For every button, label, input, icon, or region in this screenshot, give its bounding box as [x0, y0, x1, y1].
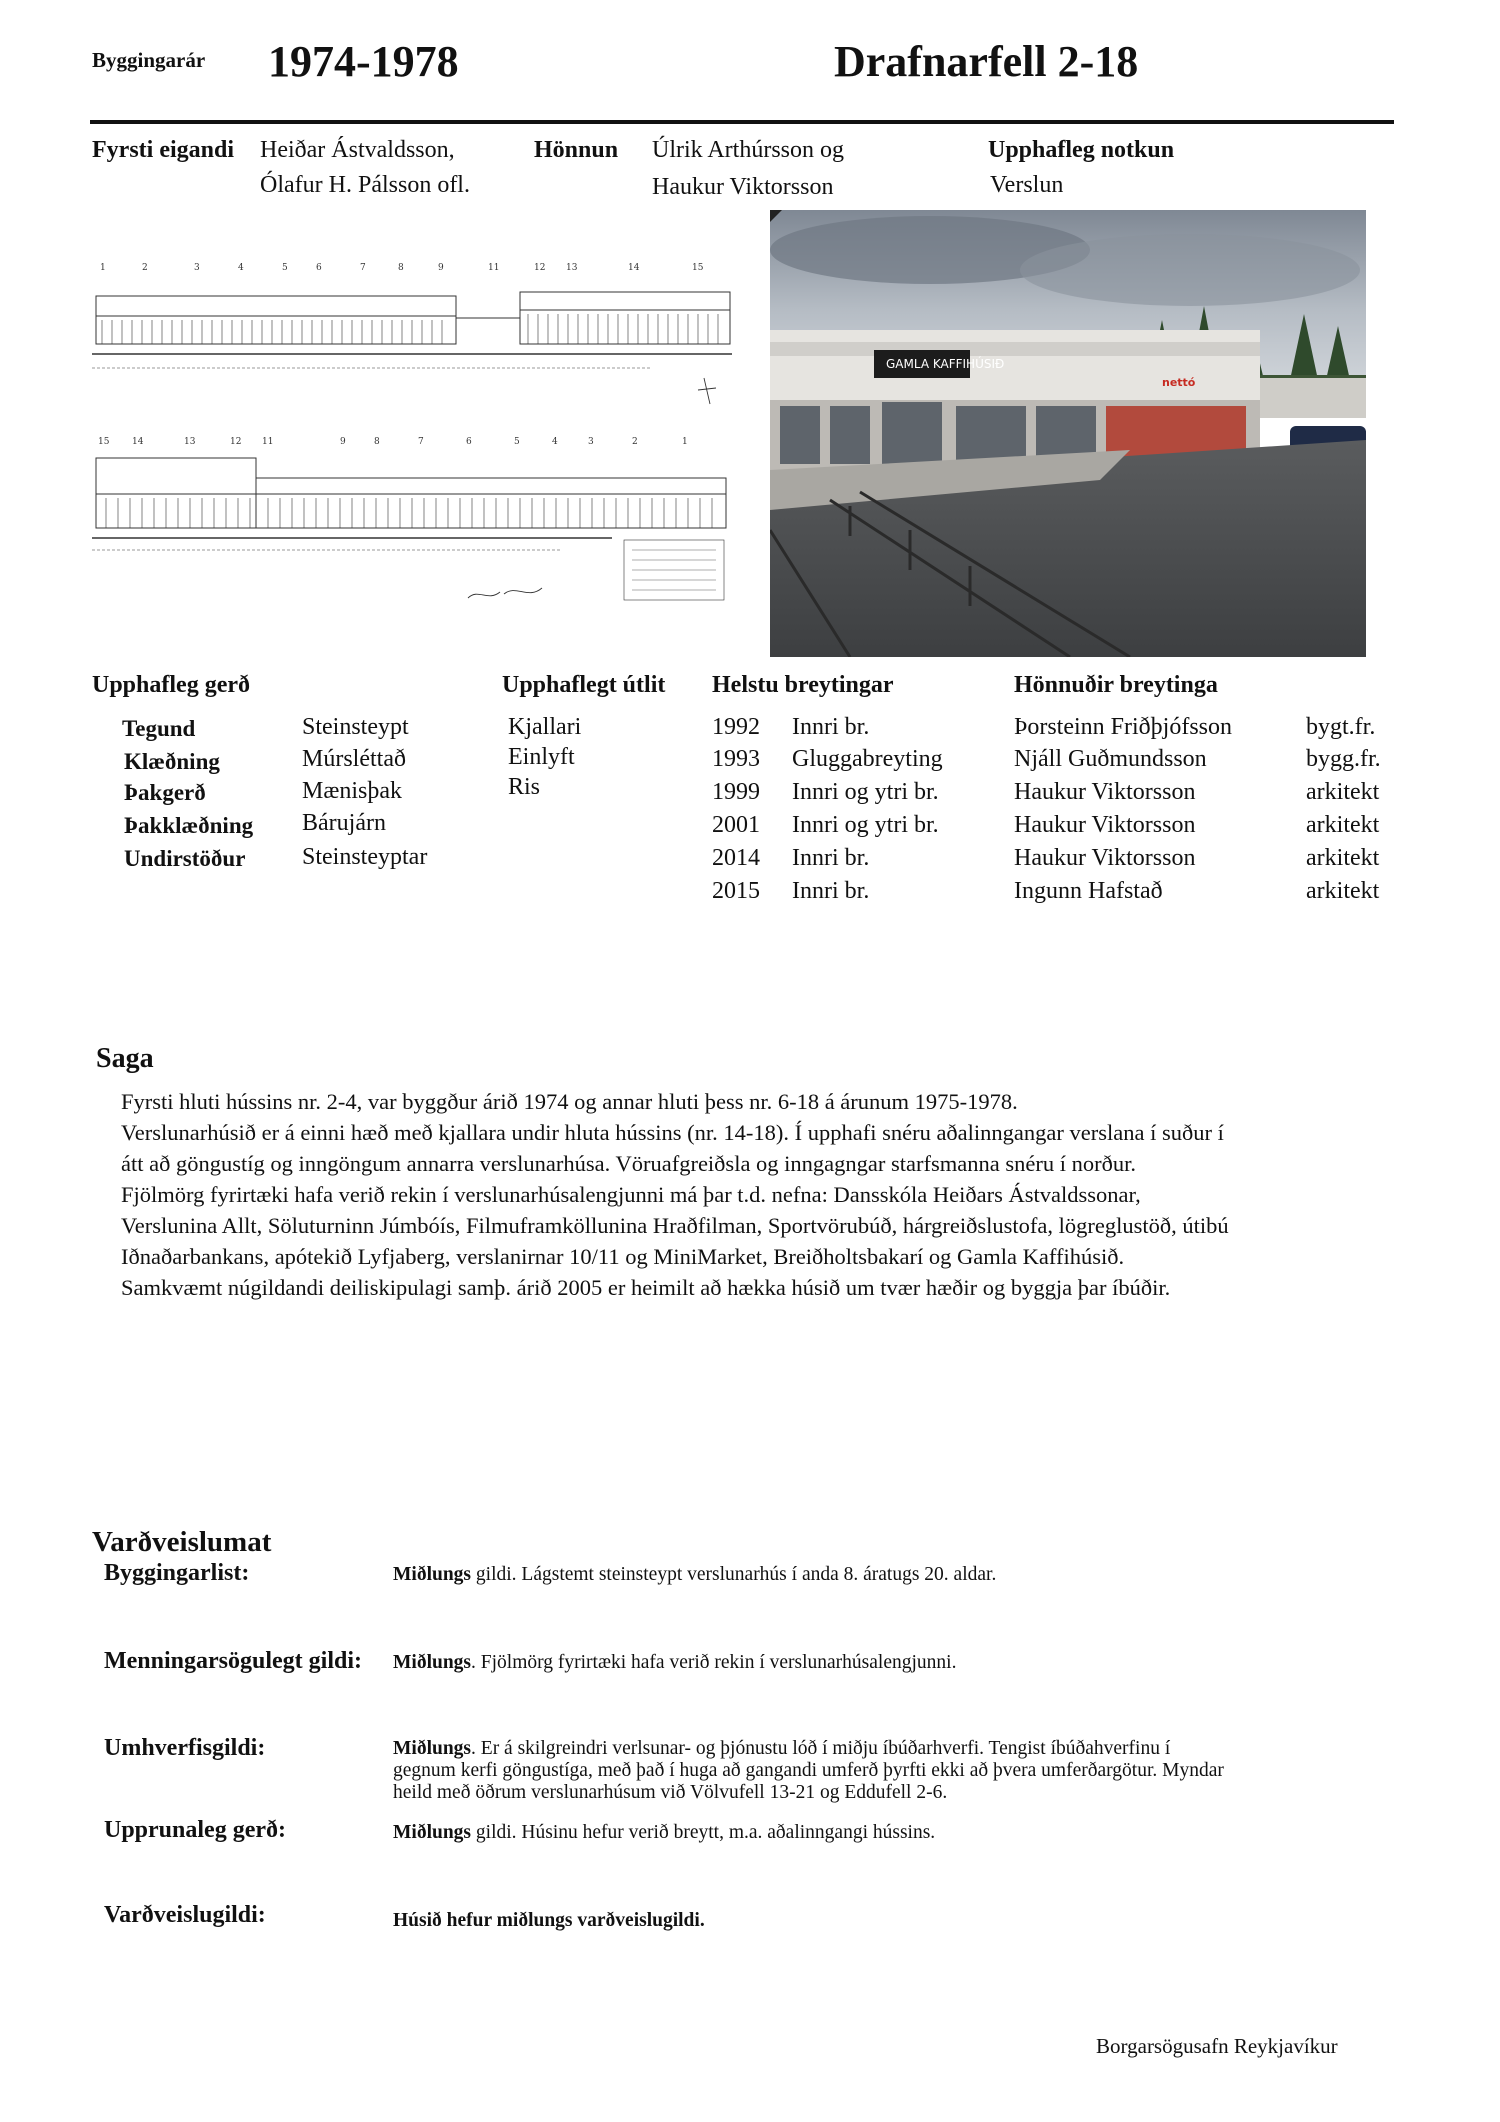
owner-line-2: Ólafur H. Pálsson ofl.: [260, 172, 470, 198]
svg-text:6: 6: [466, 437, 472, 447]
change-year: 2015: [712, 878, 760, 904]
building-photo: [770, 210, 1366, 657]
saga-line: Fyrsti hluti hússins nr. 2-4, var byggður árið 1974 og annar hluti þess nr. 6-18 á árunum 1975-1978.: [121, 1089, 1018, 1114]
eval-bold: Miðlungs: [393, 1738, 472, 1759]
change-year: 1999: [712, 779, 760, 805]
change-title: bygg.fr.: [1306, 746, 1381, 772]
eval-bold: Húsið hefur miðlungs varðveislugildi.: [393, 1910, 705, 1931]
eval-label-original: Upprunaleg gerð:: [104, 1817, 286, 1843]
saga-line: Iðnaðarbankans, apótekið Lyfjaberg, verslanirnar 10/11 og MiniMarket, Breiðholtsbakarí og Gamla Kaffihúsið.: [121, 1244, 1125, 1269]
change-title: arkitekt: [1306, 779, 1380, 805]
change-desc: Innri br.: [792, 714, 870, 740]
saga-heading: Saga: [96, 1043, 154, 1074]
change-title: arkitekt: [1306, 878, 1380, 904]
svg-text:2: 2: [632, 437, 638, 447]
svg-text:13: 13: [184, 437, 196, 447]
look-item: Kjallari: [508, 714, 582, 740]
svg-text:1: 1: [682, 437, 688, 447]
photo-sign2-text: nettó: [1162, 376, 1196, 389]
footer-source: Borgarsögusafn Reykjavíkur: [1096, 2034, 1338, 2058]
svg-text:9: 9: [340, 437, 346, 447]
change-year: 1993: [712, 746, 760, 772]
svg-text:6: 6: [316, 263, 322, 273]
saga-line: Fjölmörg fyrirtæki hafa verið rekin í verslunarhúsalengjunni má þar t.d. nefna: Dansskóla Heiðars Ástvaldssonar,: [121, 1182, 1141, 1207]
eval-text: . Er á skilgreindri verlsunar- og þjónustu lóð í miðju íbúðarhverfi. Tengist íbúðahverfinu í: [471, 1738, 1171, 1759]
changes-heading: Helstu breytingar: [712, 672, 894, 698]
change-designer: Haukur Viktorsson: [1014, 779, 1196, 805]
change-designer: Þorsteinn Friðþjófsson: [1014, 714, 1233, 740]
change-title: arkitekt: [1306, 812, 1380, 838]
form-key-undirstodur: Undirstöður: [124, 846, 246, 871]
owner-label: Fyrsti eigandi: [92, 137, 234, 163]
svg-text:15: 15: [98, 437, 110, 447]
form-key-tegund: Tegund: [122, 716, 196, 741]
look-item: Einlyft: [508, 744, 575, 770]
change-title: bygt.fr.: [1306, 714, 1376, 740]
eval-label-architecture: Byggingarlist:: [104, 1560, 250, 1586]
design-line-2: Haukur Viktorsson: [652, 174, 834, 200]
change-desc: Innri og ytri br.: [792, 779, 939, 805]
svg-text:3: 3: [194, 263, 200, 273]
eval-text: gegnum kerfi göngustíga, með það í huga að gangandi umferð þyrfti ekki að þvera umferðargötur. Myndar: [393, 1760, 1224, 1781]
svg-text:4: 4: [552, 437, 558, 447]
eval-label-cultural: Menningarsögulegt gildi:: [104, 1648, 363, 1674]
saga-body: [121, 1086, 1401, 1303]
address-title: Drafnarfell 2-18: [834, 37, 1139, 86]
change-desc: Innri br.: [792, 878, 870, 904]
eval-value-original: [393, 1822, 1393, 1844]
svg-text:3: 3: [588, 437, 594, 447]
eval-label-environment: Umhverfisgildi:: [104, 1735, 266, 1761]
year-label: Byggingarár: [92, 48, 206, 72]
svg-text:15: 15: [692, 263, 704, 273]
form-value-thakklaedning: Bárujárn: [302, 810, 386, 836]
form-value-tegund: Steinsteypt: [302, 714, 409, 740]
eval-text: gildi. Húsinu hefur verið breytt, m.a. aðalinngangi hússins.: [471, 1822, 936, 1843]
change-year: 2014: [712, 845, 760, 871]
eval-text: . Fjölmörg fyrirtæki hafa verið rekin í verslunarhúsalengjunni.: [471, 1652, 957, 1673]
svg-text:11: 11: [262, 437, 274, 447]
form-key-thakklaedning: Þakklæðning: [124, 813, 254, 838]
change-year: 2001: [712, 812, 760, 838]
form-value-thakgerd: Mænisþak: [302, 778, 403, 804]
original-form-heading: Upphafleg gerð: [92, 672, 250, 698]
svg-text:5: 5: [514, 437, 520, 447]
saga-line: Samkvæmt núgildandi deiliskipulagi samþ. árið 2005 er heimilt að hækka húsið um tvær hæðir og byggja þar íbúðir.: [121, 1275, 1171, 1300]
facade-drawing: [92, 258, 732, 610]
saga-line: Verslunarhúsið er á einni hæð með kjallara undir hluta hússins (nr. 14-18). Í upphafi snéru aðalinngangar verslana í suður í: [121, 1120, 1224, 1145]
use-value: Verslun: [990, 172, 1064, 198]
svg-text:8: 8: [374, 437, 380, 447]
form-value-klaedning: Múrsléttað: [302, 746, 406, 772]
svg-text:7: 7: [360, 263, 366, 273]
designers-heading: Hönnuðir breytinga: [1014, 672, 1218, 698]
eval-value-preservation: [393, 1910, 1393, 1932]
eval-value-cultural: [393, 1652, 1393, 1674]
change-designer: Njáll Guðmundsson: [1014, 746, 1207, 772]
form-key-thakgerd: Þakgerð: [124, 780, 206, 805]
photo-sign-text: GAMLA KAFFIHÚSIÐ: [886, 357, 1005, 371]
saga-line: átt að göngustíg og inngöngum annarra verslunarhúsa. Vöruafgreiðsla og inngagngar starfsmanna snéru í norður.: [121, 1151, 1136, 1176]
form-value-undirstodur: Steinsteyptar: [302, 844, 428, 870]
svg-text:1: 1: [100, 263, 106, 273]
svg-text:12: 12: [230, 437, 242, 447]
form-key-klaedning: Klæðning: [124, 749, 220, 774]
svg-text:11: 11: [488, 263, 500, 273]
eval-value-architecture: [393, 1564, 1393, 1586]
svg-text:12: 12: [534, 263, 546, 273]
svg-text:4: 4: [238, 263, 244, 273]
original-look-heading: Upphaflegt útlit: [502, 672, 666, 698]
change-desc: Innri og ytri br.: [792, 812, 939, 838]
evaluation-heading: Varðveislumat: [92, 1526, 272, 1558]
eval-bold: Miðlungs: [393, 1652, 472, 1673]
svg-text:7: 7: [418, 437, 424, 447]
svg-text:8: 8: [398, 263, 404, 273]
eval-text: heild með öðrum verslunarhúsum við Völvufell 13-21 og Eddufell 2-6.: [393, 1782, 948, 1803]
use-label: Upphafleg notkun: [988, 137, 1175, 163]
change-title: arkitekt: [1306, 845, 1380, 871]
svg-text:14: 14: [132, 437, 144, 447]
eval-bold: Miðlungs: [393, 1822, 472, 1843]
design-label: Hönnun: [534, 137, 619, 163]
svg-text:5: 5: [282, 263, 288, 273]
change-designer: Haukur Viktorsson: [1014, 812, 1196, 838]
change-desc: Innri br.: [792, 845, 870, 871]
eval-value-environment: [393, 1738, 1393, 1804]
header-rule: [90, 120, 1394, 124]
change-year: 1992: [712, 714, 760, 740]
eval-bold: Miðlungs: [393, 1564, 472, 1585]
change-designer: Ingunn Hafstað: [1014, 878, 1163, 904]
change-designer: Haukur Viktorsson: [1014, 845, 1196, 871]
svg-text:2: 2: [142, 263, 148, 273]
construction-years: 1974-1978: [268, 37, 459, 86]
change-desc: Gluggabreyting: [792, 746, 943, 772]
svg-text:9: 9: [438, 263, 444, 273]
eval-text: gildi. Lágstemt steinsteypt verslunarhús í anda 8. áratugs 20. aldar.: [471, 1564, 997, 1585]
owner-line-1: Heiðar Ástvaldsson,: [260, 137, 455, 163]
design-line-1: Úlrik Arthúrsson og: [652, 137, 844, 163]
svg-text:13: 13: [566, 263, 578, 273]
saga-line: Verslunina Allt, Söluturninn Júmbóís, Filmuframköllunina Hraðfilman, Sportvörubúð, hárgreiðslustofa, lögreglustöð, útibú: [121, 1213, 1229, 1238]
svg-text:14: 14: [628, 263, 640, 273]
eval-label-preservation: Varðveislugildi:: [104, 1902, 266, 1928]
look-item: Ris: [508, 774, 541, 800]
